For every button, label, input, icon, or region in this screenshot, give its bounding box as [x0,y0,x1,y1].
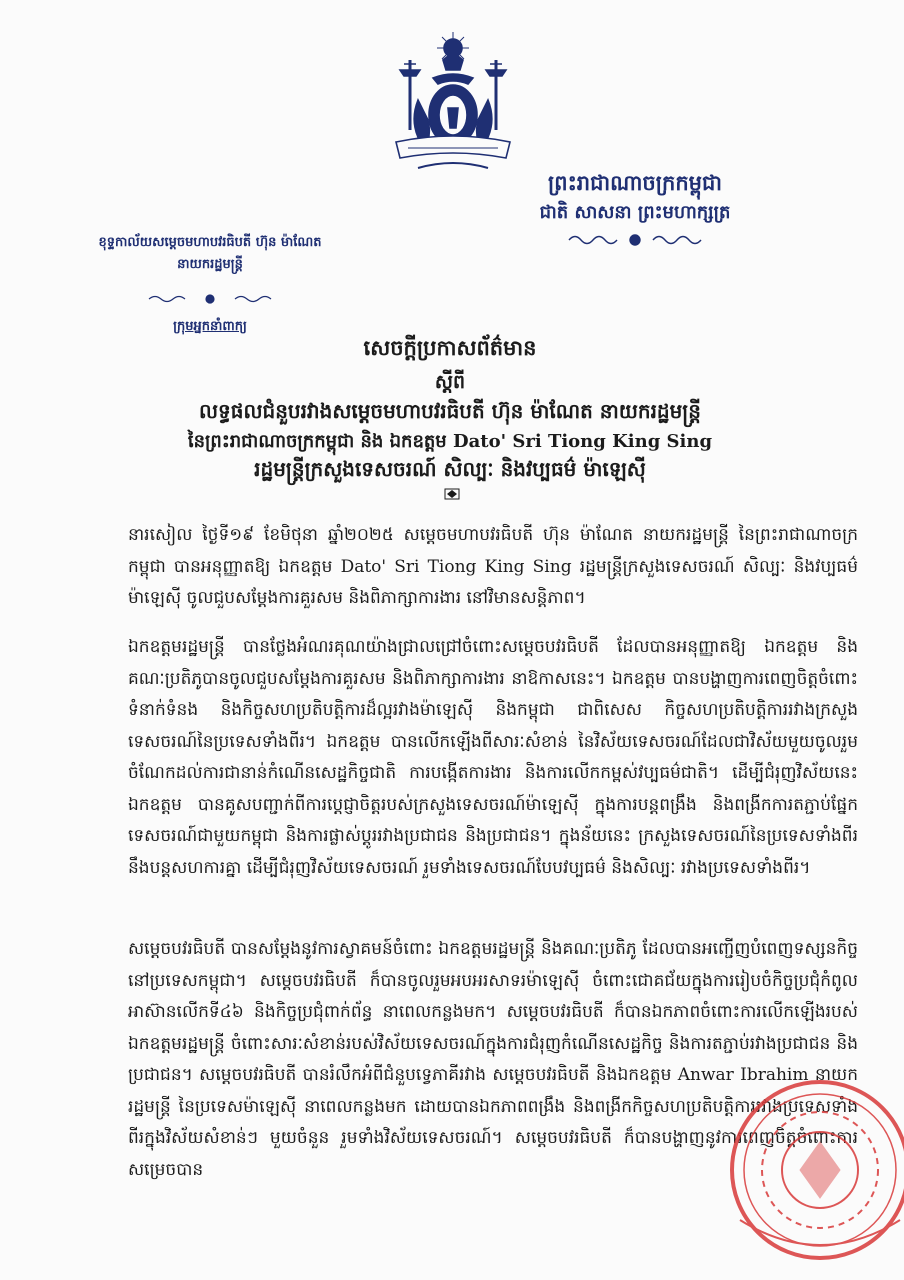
national-motto: ជាតិ សាសនា ព្រះមហាក្សត្រ [539,202,731,223]
body-paragraph-2: ឯកឧត្តមរដ្ឋមន្ត្រី បានថ្លែងអំណរគុណយ៉ាងជ្រាលជ្រៅចំពោះសម្តេចបវរធិបតី ដែលបានអនុញ្ញាតឱ្យ ឯកឧត្តម និងគណៈប្រតិភូបានចូលជួបសម្តែងការគួរសម និងពិភាក្សាការងារ នាឱកាសនេះ។ ឯកឧត្តម បានបង្ហាញការពេញចិត្តចំពោះទំនាក់ទំនង និងកិច្ចសហប្រតិបត្តិការដ៏ល្អរវាងម៉ាឡេស៊ី និងកម្ពុជា ជាពិសេស កិច្ចសហប្រតិបត្តិការរវាងក្រសួងទេសចរណ៍នៃប្រទេសទាំងពីរ។ ឯកឧត្តម បានលើកឡើងពីសារៈសំខាន់ នៃវិស័យទេសចរណ៍ដែលជាវិស័យមួយចូលរួមចំណែកដល់ការជានាន់កំណើនសេដ្ឋកិច្ចជាតិ ការបង្កើតការងារ និងការលើកកម្ពស់វប្បធម៌ជាតិ។ ដើម្បីជំរុញវិស័យនេះ ឯកឧត្តម បានគូសបញ្ជាក់ពីការប្តេជ្ញាចិត្តរបស់ក្រសួងទេសចរណ៍ម៉ាឡេស៊ី ក្នុងការបន្តពង្រឹង និងពង្រីកការតភ្ជាប់ផ្នែកទេសចរណ៍ជាមួយកម្ពុជា និងការផ្លាស់ប្តូររវាងប្រជាជន និងប្រជាជន។ ក្នុងន័យនេះ ក្រសួងទេសចរណ៍នៃប្រទេសទាំងពីរនឹងបន្តសហការគ្នា ដើម្បីជំរុញវិស័យទេសចរណ៍ រួមទាំងទេសចរណ៍បែបវប្បធម៌ និងសិល្បៈ រវាងប្រទេសទាំងពីរ។ [128,637,858,878]
office-name: ខុទ្ទកាល័យសម្តេចមហាបវរធិបតី ហ៊ុន ម៉ាណែត [98,235,322,250]
title-subject-label: ស្តីពី [434,371,466,393]
office-ornament-icon [145,292,275,306]
title-line-2: នៃព្រះរាជាណាចក្រកម្ពុជា និង ឯកឧត្តម Dato' Sri Tiong King Sing [187,431,713,452]
royal-coat-of-arms-icon [388,30,518,180]
ornament-divider-icon [565,232,705,248]
title-ornament-icon [444,488,460,500]
document-title: សេចក្តីប្រកាសព័ត៌មាន [363,335,537,360]
office-title: នាយករដ្ឋមន្ត្រី [177,257,243,272]
issuing-office [40,232,380,276]
title-line-3: រដ្ឋមន្ត្រីក្រសួងទេសចរណ៍ សិល្បៈ និងវប្បធម៌ ម៉ាឡេស៊ី [254,457,646,481]
spokesperson-unit: ក្រុមអ្នកនាំពាក្យ [173,319,247,334]
kingdom-heading: ព្រះរាជាណាចក្រកម្ពុជា [547,170,722,195]
title-line-1: លទ្ធផលជំនួបរវាងសម្តេចមហាបវរធិបតី ហ៊ុន ម៉ាណែត នាយករដ្ឋមន្ត្រី [199,399,701,423]
body-paragraph-1: នារសៀល ថ្ងៃទី១៩ ខែមិថុនា ឆ្នាំ២០២៥ សម្តេចមហាបវរធិបតី ហ៊ុន ម៉ាណែត នាយករដ្ឋមន្ត្រី នៃព្រះរាជាណាចក្រកម្ពុជា បានអនុញ្ញាតឱ្យ ឯកឧត្តម Dato' Sri Tiong King Sing រដ្ឋមន្ត្រីក្រសួងទេសចរណ៍ សិល្បៈ និងវប្បធម៌ ម៉ាឡេស៊ី ចូលជួបសម្តែងការគួរសម និងពិភាក្សាការងារ នៅវិមានសន្តិភាព។ [128,525,858,608]
body-paragraph-3: សម្តេចបវរធិបតី បានសម្តែងនូវការស្វាគមន៍ចំពោះ ឯកឧត្តមរដ្ឋមន្ត្រី និងគណៈប្រតិភូ ដែលបានអញ្ជើញបំពេញទស្សនកិច្ចនៅប្រទេសកម្ពុជា។ សម្តេចបវរធិបតី ក៏បានចូលរួមអបអរសាទរម៉ាឡេស៊ី ចំពោះជោគជ័យក្នុងការរៀបចំកិច្ចប្រជុំកំពូលអាស៊ានលើកទី៤៦ និងកិច្ចប្រជុំពាក់ព័ន្ធ នាពេលកន្លងមក។ សម្តេចបវរធិបតី ក៏បានឯកភាពចំពោះការលើកឡើងរបស់ឯកឧត្តមរដ្ឋមន្ត្រី ចំពោះសារៈសំខាន់របស់វិស័យទេសចរណ៍ក្នុងការជំរុញកំណើនសេដ្ឋកិច្ច និងការតភ្ជាប់រវាងប្រជាជន និងប្រជាជន។ សម្តេចបវរធិបតី បានរំលឹកអំពីជំនួបទ្វេភាគីរវាង សម្តេចបវរធិបតី និងឯកឧត្តម Anwar Ibrahim នាយករដ្ឋមន្ត្រី នៃប្រទេសម៉ាឡេស៊ី នាពេលកន្លងមក ដោយបានឯកភាពពង្រឹង និងពង្រីកកិច្ចសហប្រតិបត្តិការរវាងប្រទេសទាំងពីរក្នុងវិស័យសំខាន់ៗ មួយចំនួន រួមទាំងវិស័យទេសចរណ៍។ សម្តេចបវរធិបតី ក៏បានបង្ហាញនូវការពេញចិត្តចំពោះការសម្រេចបាន [128,939,858,1180]
official-seal-icon [700,1060,904,1280]
